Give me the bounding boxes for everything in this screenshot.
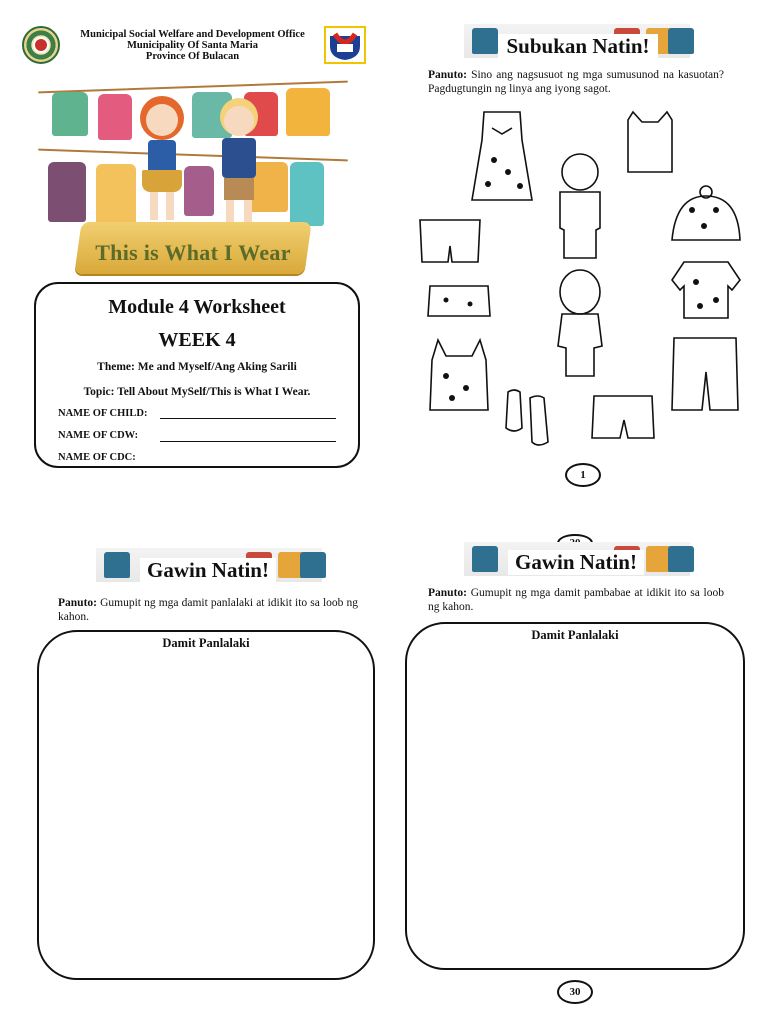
swimsuit-icon (430, 340, 488, 410)
flip-flops-icon (506, 390, 522, 431)
beanie-hat-icon (672, 196, 740, 240)
girls-box-label: Damit Panlalaki (531, 628, 619, 642)
agency-line-2: Municipality Of Santa Maria (127, 40, 258, 51)
page-number-badge: 1 (565, 463, 601, 487)
panuto-label-left: Panuto: (58, 597, 97, 609)
cargo-shorts-icon (592, 396, 654, 438)
page-number-30: 30 (557, 980, 593, 1004)
cover-banner-title: This is What I Wear (95, 240, 291, 265)
topic-label: Topic: Tell About MySelf/This is What I Wear. (83, 386, 311, 398)
theme-label: Theme: Me and Myself/Ang Aking Sarili (97, 361, 297, 373)
panuto-text: Sino ang nagsusuot ng mga sumusunod na kasuotan? Pagdugtungin ng linya ang iyong sagot. (428, 69, 725, 95)
panuto-label-right: Panuto: (428, 587, 467, 599)
hawaiian-shirt-icon (672, 262, 740, 318)
panuto-label: Panuto: (428, 69, 467, 81)
agency-line-3: Province Of Bulacan (145, 51, 240, 62)
panuto-text-left: Gumupit ng mga damit panlalaki at idikit ito sa loob ng kahon. (58, 597, 359, 623)
swim-shorts-icon (420, 220, 480, 262)
gawin-natin-title-left: Gawin Natin! (140, 558, 276, 583)
name-of-cdw-label: NAME OF CDW: (58, 430, 139, 441)
tank-top-icon (628, 112, 672, 172)
gawin-right-instructions (428, 586, 724, 614)
boys-box-label: Damit Panlalaki (162, 636, 250, 650)
girls-clothes-box[interactable] (405, 622, 745, 970)
name-of-child-label: NAME OF CHILD: (58, 408, 148, 419)
floral-shorts-icon (428, 286, 490, 316)
dress-icon (472, 112, 532, 200)
boys-clothes-box[interactable] (37, 630, 375, 980)
subukan-natin-title: Subukan Natin! (498, 34, 658, 59)
boy-figure-icon (562, 154, 598, 190)
gawin-natin-title-right: Gawin Natin! (508, 550, 644, 575)
name-of-cdc-label: NAME OF CDC: (58, 452, 136, 463)
girl-figure-icon (560, 270, 600, 314)
panuto-text-right: Gumupit ng mga damit pambabae at idikit ito sa loob ng kahon. (428, 587, 724, 613)
week-label: WEEK 4 (158, 329, 236, 351)
module-title: Module 4 Worksheet (108, 296, 286, 318)
jean-shorts-icon (672, 338, 738, 410)
agency-line-1: Municipal Social Welfare and Development Office (80, 29, 305, 40)
gawin-left-instructions (58, 596, 358, 624)
